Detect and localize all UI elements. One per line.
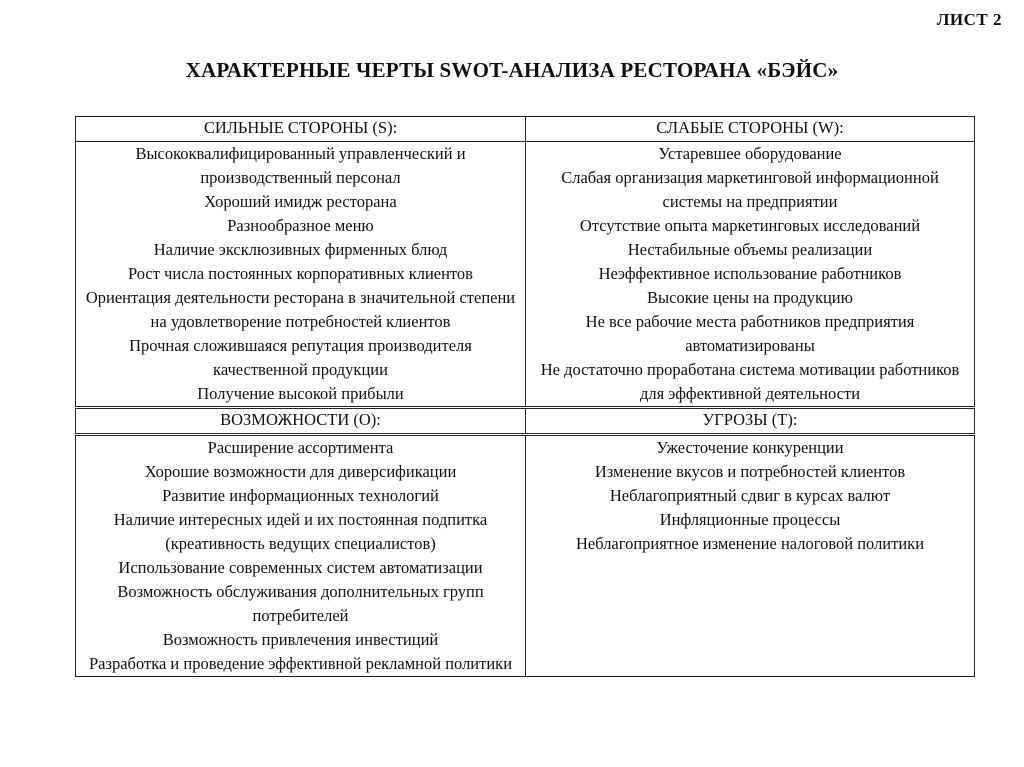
swot-content-row-top	[76, 142, 975, 408]
threat-item: Неблагоприятное изменение налоговой политики	[575, 534, 925, 553]
opportunity-item: Хорошие возможности для диверсификации	[144, 462, 457, 481]
opportunity-item: Разработка и проведение эффективной рекламной политики	[88, 654, 513, 673]
opportunity-item: Наличие интересных идей и их постоянная подпитка (креативность ведущих специалистов)	[113, 510, 488, 553]
opportunity-item: Расширение ассортимента	[207, 438, 394, 457]
strength-item: Хороший имидж ресторана	[204, 192, 397, 211]
swot-header-row-bottom	[76, 408, 975, 435]
strength-item: Разнообразное меню	[227, 216, 374, 235]
opportunity-item: Возможность обслуживания дополнительных групп потребителей	[117, 582, 484, 625]
swot-content-row-bottom	[76, 435, 975, 677]
weakness-item: Не все рабочие места работников предприятия автоматизированы	[585, 312, 915, 355]
threat-item: Неблагоприятный сдвиг в курсах валют	[609, 486, 891, 505]
strength-item: Наличие эксклюзивных фирменных блюд	[153, 240, 448, 259]
weaknesses-header: СЛАБЫЕ СТОРОНЫ (W):	[526, 117, 975, 142]
weakness-item: Высокие цены на продукцию	[647, 288, 853, 307]
opportunity-item: Развитие информационных технологий	[162, 486, 439, 505]
threat-item: Изменение вкусов и потребностей клиентов	[594, 462, 906, 481]
threats-header: УГРОЗЫ (Т):	[526, 408, 975, 435]
swot-table	[75, 116, 975, 677]
strengths-header: СИЛЬНЫЕ СТОРОНЫ (S):	[76, 117, 526, 142]
threat-item: Ужесточение конкуренции	[656, 438, 844, 457]
sheet-label: ЛИСТ 2	[936, 10, 1002, 29]
opportunities-header: ВОЗМОЖНОСТИ (О):	[76, 408, 526, 435]
opportunity-item: Использование современных систем автоматизации	[118, 558, 483, 577]
weaknesses-cell	[526, 142, 975, 408]
weakness-item: Устаревшее оборудование	[658, 144, 842, 163]
weakness-item: Неэффективное использование работников	[598, 264, 902, 283]
strength-item: Ориентация деятельности ресторана в значительной степени на удовлетворение потребностей клиентов	[85, 288, 516, 331]
weakness-item: Отсутствие опыта маркетинговых исследований	[579, 216, 921, 235]
swot-header-row-top	[76, 117, 975, 142]
weakness-item: Не достаточно проработана система мотивации работников для эффективной деятельности	[540, 360, 960, 403]
strength-item: Прочная сложившаяся репутация производителя качественной продукции	[129, 336, 472, 379]
opportunities-cell	[76, 435, 526, 677]
strength-item: Рост числа постоянных корпоративных клиентов	[128, 264, 473, 283]
weakness-item: Слабая организация маркетинговой информационной системы на предприятии	[561, 168, 939, 211]
strength-item: Высококвалифицированный управленческий и производственный персонал	[135, 144, 466, 187]
strength-item: Получение высокой прибыли	[197, 384, 404, 403]
page-title: ХАРАКТЕРНЫЕ ЧЕРТЫ SWOT-АНАЛИЗА РЕСТОРАНА «БЭЙС»	[185, 58, 839, 82]
weakness-item: Нестабильные объемы реализации	[627, 240, 873, 259]
opportunity-item: Возможность привлечения инвестиций	[162, 630, 439, 649]
threats-cell	[526, 435, 975, 677]
strengths-cell	[76, 142, 526, 408]
threat-item: Инфляционные процессы	[659, 510, 841, 529]
